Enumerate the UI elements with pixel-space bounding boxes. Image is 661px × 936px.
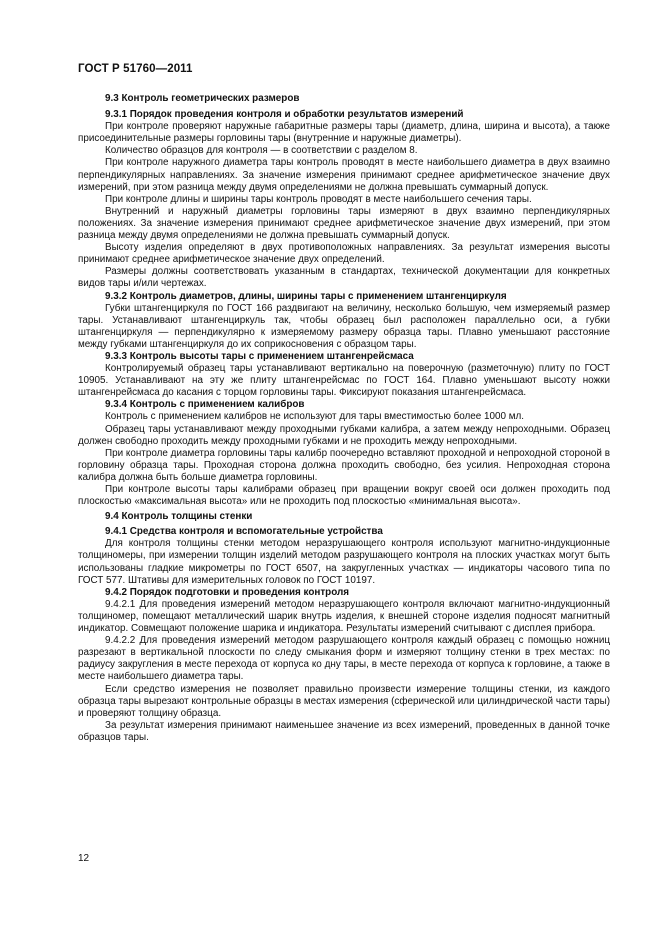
subsection-heading: 9.3.1 Порядок проведения контроля и обработки результатов измерений (105, 109, 464, 121)
paragraph: Если средство измерения не позволяет правильно произвести измерение толщины стенки, из каждого образца тары вырезают контрольные образцы в местах измерения (сферической или цилиндрической части тары) и проверяют толщину образца. (78, 683, 610, 719)
section-heading: 9.4 Контроль толщины стенки (105, 511, 253, 523)
paragraph: 9.4.2.2 Для проведения измерений методом разрушающего контроля каждый образец с помощью ножниц разрезают в вертикальной плоскости по следу смыкания форм и измеряют толщину стенки в трех местах: по радиусу закругления в месте перехода от корпуса ко дну тары, в месте перехода от корпуса к горловине, а также в месте наибольшего диаметра тары. (78, 635, 610, 683)
subsection-heading: 9.4.2 Порядок подготовки и проведения контроля (105, 586, 350, 598)
paragraph: При контроле высоты тары калибрами образец при вращении вокруг своей оси должен проходить под плоскостью «максимальная высота» или не проходить под плоскостью «минимальная высота». (78, 484, 610, 508)
paragraph: Образец тары устанавливают между проходными губками калибра, а затем между непроходными. Образец должен свободно проходить между проходными губками и не проходить между непроходными. (78, 423, 610, 447)
paragraph: Губки штангенциркуля по ГОСТ 166 раздвигают на величину, несколько большую, чем измеряемый размер тары. Устанавливают штангенциркуль так, чтобы образец был расположен параллельно оси, а губки штангенциркуля — перпендикулярно к измеряемому размеру образца тары. Плавно уменьшают расстояние между губками штангенциркуля до их соприкосновения с образцом тары. (78, 302, 610, 350)
subsection-heading: 9.3.2 Контроль диаметров, длины, ширины тары с применением штангенциркуля (105, 290, 507, 302)
document-header: ГОСТ Р 51760—2011 (78, 63, 193, 75)
document-body (78, 93, 610, 744)
paragraph: Количество образцов для контроля — в соответствии с разделом 8. (105, 145, 418, 157)
paragraph: Внутренний и наружный диаметры горловины тары измеряют в двух взаимно перпендикулярных положениях. За значение измерения принимают среднее арифметическое значение двух измерений, при этом разница между двумя определениями не должна превышать суммарный допуск. (78, 205, 610, 242)
subsection-heading: 9.3.4 Контроль с применением калибров (105, 399, 305, 411)
paragraph: При контроле проверяют наружные габаритные размеры тары (диаметр, длина, ширина и высота), а также присоединительные размеры горловины тары (внутренние и наружные диаметры). (78, 121, 610, 145)
subsection-heading: 9.4.1 Средства контроля и вспомогательные устройства (105, 526, 383, 538)
paragraph: Размеры должны соответствовать указанным в стандартах, технической документации для конкретных видов тары и/или чертежах. (78, 266, 610, 290)
paragraph: За результат измерения принимают наименьшее значение из всех измерений, проведенных в данной точке образцов тары. (78, 719, 610, 743)
paragraph: При контроле длины и ширины тары контроль проводят в месте наибольшего сечения тары. (105, 193, 532, 205)
subsection-heading: 9.3.3 Контроль высоты тары с применением штангенрейсмаса (105, 350, 414, 362)
paragraph: 9.4.2.1 Для проведения измерений методом неразрушающего контроля включают магнитно-индукционный толщиномер, помещают металлический шарик внутрь изделия, к внешней стороне изделия подносят магнитный индикатор. Совмещают положение шарика и индикатора. Результаты измерений считывают с дисплея прибора. (78, 598, 610, 635)
paragraph: Контролируемый образец тары устанавливают вертикально на поверочную (разметочную) плиту по ГОСТ 10905. Устанавливают на эту же плиту штангенрейсмас по ГОСТ 164. Плавно уменьшают высоту ножки штангенрейсмаса до касания с торцом горловины тары. Фиксируют показания штангенрейсмаса. (78, 363, 610, 399)
page-number: 12 (78, 853, 90, 864)
paragraph: Контроль с применением калибров не используют для тары вместимостью более 1000 мл. (105, 411, 525, 423)
paragraph: Высоту изделия определяют в двух противоположных направлениях. За результат измерения высоты принимают среднее арифметическое значение двух определений. (78, 242, 610, 266)
paragraph: Для контроля толщины стенки методом неразрушающего контроля используют магнитно-индукционные толщиномеры, при измерении толщин изделий методом разрушающего контроля на плоских участках могут быть использованы гладкие микрометры по ГОСТ 6507, на закругленных участках — индикаторы часового типа по ГОСТ 577. Штативы для измерительных головок по ГОСТ 10197. (78, 538, 610, 586)
paragraph: При контроле диаметра горловины тары калибр поочередно вставляют проходной и непроходной стороной в горловину образца тары. Проходная сторона должна проходить свободно, без усилия. Непроходная сторона калибра должна быть больше диаметра горловины. (78, 447, 610, 483)
paragraph: При контроле наружного диаметра тары контроль проводят в месте наибольшего диаметра в двух взаимно перпендикулярных направлениях. За значение измерения принимают среднее арифметическое значение двух измерений, при этом разница между двумя определениями не должна превышать суммарный допуск. (78, 157, 610, 193)
section-heading: 9.3 Контроль геометрических размеров (105, 93, 300, 104)
